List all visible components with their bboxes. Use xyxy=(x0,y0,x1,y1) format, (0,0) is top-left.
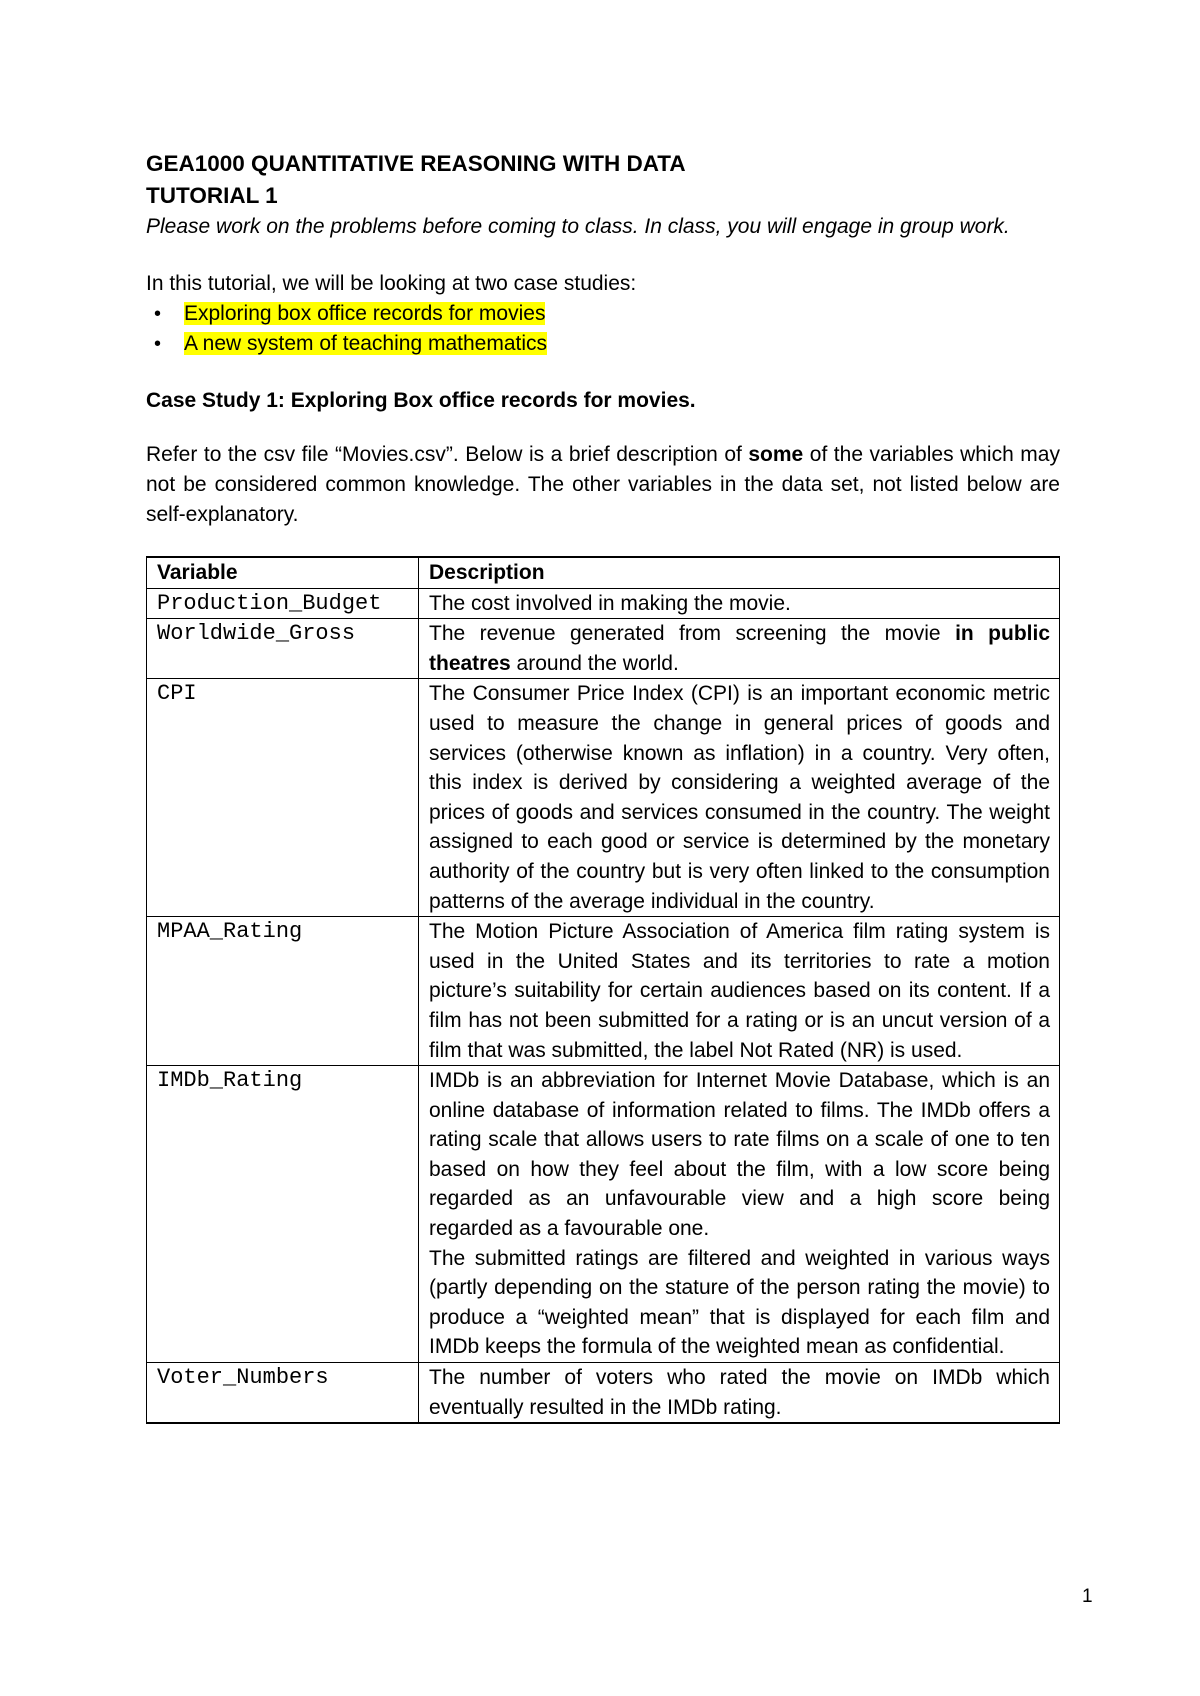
list-item xyxy=(154,299,1060,329)
instructions-text: Please work on the problems before coming to class. In class, you will engage in group work. xyxy=(146,215,1010,238)
table-row xyxy=(147,1363,1060,1424)
variable-description xyxy=(419,1066,1060,1363)
description-text: around the world. xyxy=(510,651,679,675)
description-text: The revenue generated from screening the movie xyxy=(429,622,956,646)
table-row xyxy=(147,679,1060,917)
variables-table xyxy=(146,556,1060,1424)
table-row xyxy=(147,619,1060,679)
table-row xyxy=(147,1066,1060,1363)
variable-description: The number of voters who rated the movie on IMDb which eventually resulted in the IMDb rating. xyxy=(419,1363,1060,1424)
variable-description: The Motion Picture Association of America film rating system is used in the United States and its territories to rate a motion picture’s suitability for certain audiences based on its content. If a film has not been submitted for a rating or is an uncut version of a film that was submitted, the label Not Rated (NR) is used. xyxy=(419,917,1060,1066)
refer-paragraph xyxy=(146,440,1060,530)
tutorial-title: TUTORIAL 1 xyxy=(146,183,278,208)
table-row xyxy=(147,917,1060,1066)
variable-name: Production_Budget xyxy=(147,588,419,619)
description-paragraph-1: IMDb is an abbreviation for Internet Movie Database, which is an online database of information related to films. The IMDb offers a rating scale that allows users to rate films on a scale of one to ten based on how they feel about the film, with a low score being regarded as an unfavourable view and a high score being regarded as a favourable one. xyxy=(429,1069,1050,1241)
highlighted-case-1: Exploring box office records for movies xyxy=(184,302,546,325)
variable-name: CPI xyxy=(147,679,419,917)
variable-name: Worldwide_Gross xyxy=(147,619,419,679)
variable-name: Voter_Numbers xyxy=(147,1363,419,1424)
variable-description xyxy=(419,619,1060,679)
refer-bold-some: some xyxy=(748,443,804,466)
table-header-row xyxy=(147,557,1060,588)
description-paragraph-2: The submitted ratings are filtered and weighted in various ways (partly depending on the stature of the person rating the movie) to produce a “weighted mean” that is displayed for each film and IMDb keeps the formula of the weighted mean as confidential. xyxy=(429,1246,1050,1359)
header-description: Description xyxy=(419,557,1060,588)
highlighted-case-2: A new system of teaching mathematics xyxy=(184,332,547,355)
refer-text-2: of the variables which may not be considered common knowledge. The other variables in the data set, not listed below are self-explanatory. xyxy=(146,443,1060,526)
header-variable: Variable xyxy=(147,557,419,588)
case-study-list xyxy=(146,299,1060,359)
variable-description: The Consumer Price Index (CPI) is an important economic metric used to measure the change in general prices of goods and services (otherwise known as inflation) in a country. Very often, this index is derived by considering a weighted average of the prices of goods and services consumed in the country. The weight assigned to each good or service is determined by the monetary authority of the country but is very often linked to the consumption patterns of the average individual in the country. xyxy=(419,679,1060,917)
variable-description: The cost involved in making the movie. xyxy=(419,588,1060,619)
description-bold: in public theatres xyxy=(429,622,1051,675)
list-item xyxy=(154,329,1060,359)
variable-name: IMDb_Rating xyxy=(147,1066,419,1363)
variable-name: MPAA_Rating xyxy=(147,917,419,1066)
page-content xyxy=(146,148,1060,1424)
refer-text-1: Refer to the csv file “Movies.csv”. Below is a brief description of xyxy=(146,443,749,466)
course-title: GEA1000 QUANTITATIVE REASONING WITH DATA xyxy=(146,151,686,176)
bullet-icon: • xyxy=(154,303,162,325)
table-row xyxy=(147,588,1060,619)
page-number: 1 xyxy=(1082,1586,1093,1607)
case-study-heading: Case Study 1: Exploring Box office records for movies. xyxy=(146,389,696,412)
bullet-icon: • xyxy=(154,333,162,355)
intro-text: In this tutorial, we will be looking at two case studies: xyxy=(146,272,637,295)
